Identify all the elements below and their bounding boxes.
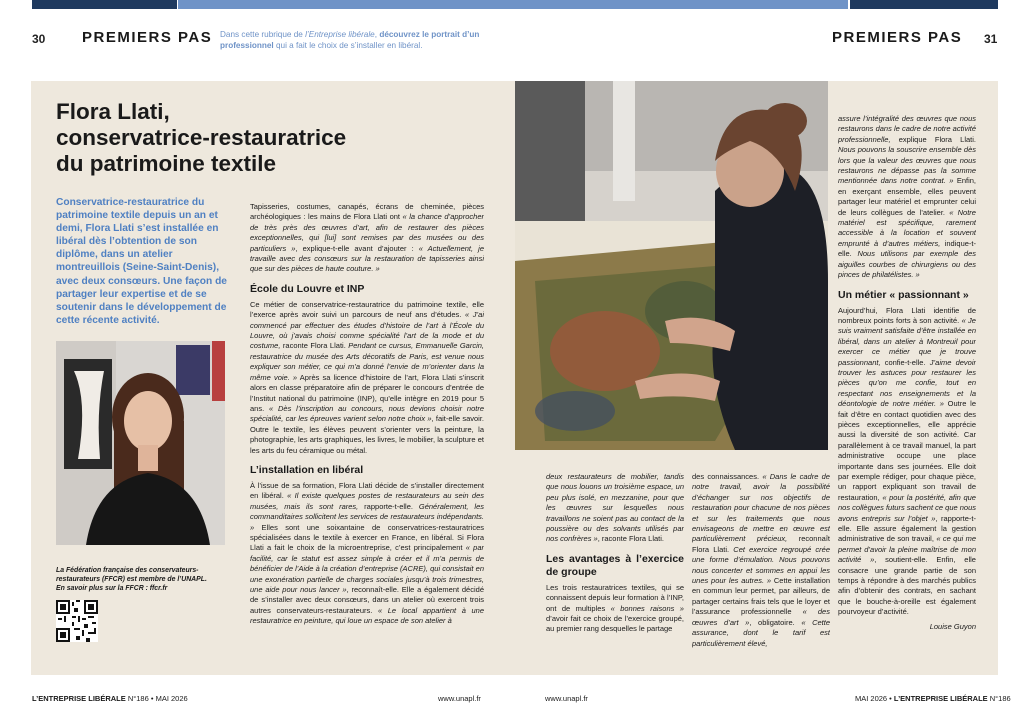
- footer-left-url[interactable]: www.unapl.fr: [438, 694, 481, 703]
- page-number-right: 31: [984, 32, 998, 46]
- top-bar-middle: [178, 0, 848, 9]
- ffcr-caption: La Fédération française des conservateurs-restaurateurs (FFCR) est membre de l’UNAPL. En savoir plus sur la FFCR : ffcr.fr: [56, 567, 207, 592]
- rubric-title-right: PREMIERS PAS: [832, 29, 963, 46]
- article-column-3: des connaissances. « Dans le cadre de notre travail, avoir la possibilité d’échanger sur nos objectifs de restauration pour chacune de nos pièces et sur les traitements que nous envisageons de mettre en œuvre est particulièrement précieux, reconnaît Flora Llati. Cet exercice regroupé crée une forme d’émulation. Nous pouvons nous concerter et sommes en appui les unes pour les autres. » Cette installation en commun leur permet, par ailleurs, de partager certains frais tels que le loyer et l’assurance professionnelle « des œuvres d’art », obligatoire. « Cette assurance, dont le tarif est particulièrement élevé,: [692, 472, 830, 648]
- subheading-ecole-du-louvre: École du Louvre et INP: [250, 282, 365, 295]
- footer-left-issue: L’ENTREPRISE LIBÉRALE N°186 • MAI 2026: [32, 694, 188, 703]
- footer-right-url[interactable]: www.unapl.fr: [545, 694, 588, 703]
- workshop-photo: [515, 81, 828, 450]
- portrait-photo: [56, 341, 225, 545]
- article-column-1: Tapisseries, costumes, canapés, écrans de cheminée, pièces archéologiques : les mains de Flora Llati ont « la chance d’approcher de très près des œuvres d’art, afin de restaurer des pièces exceptionnelles, qui [lui] sont remises par des musées ou des particuliers », explique-t-elle avant d’ajouter : « Actuellement, je travaille avec des consœurs sur la restauration de tapisseries ainsi que sur des pièces de haute couture. » École du Louvre et INP Ce métier de conservatrice-restauratrice du patrimoine textile, elle l’exerce après avoir suivi un parcours de neuf ans d’études. « J’ai commencé par effectuer des études d’histoire de l’art à l’École du Louvre, où j’avais choisi comme spécialité l’art de la mode et du costume, raconte Flora Llati. Pendant ce cursus, Emmanuelle Garcin, restauratrice du musée des Arts décoratifs de Paris, est venue nous expliquer son métier, ce qui m’a donné l’envie de m’orienter dans la même voie. » Après sa licence d’histoire de l’art, Flora Llati s’inscrit alors en classe préparatoire afin de préparer le concours d’entrée de l’Institut national du patrimoine (INP), qu’elle intègre en 2019 pour 5 ans. « Dès l’inscription au concours, nous devions choisir notre spécialité, car les épreuves varient selon notre choix », fait-elle savoir. Outre le textile, les élèves peuvent s’orienter vers la peinture, la photographie, les arts graphiques, les livres, le mobilier, la sculpture et les arts du feu céramique ou métal. L’installation en libéral À l’issue de sa formation, Flora Llati décide de s’installer directement en libéral. « Il existe quelques postes de restaurateurs au sein des musées, mais ils sont rares, rapporte-t-elle. Généralement, les commanditaires sollicitent les services de restaurateurs indépendants. » Elles sont une soixantaine de conservatrices-restauratrices spécialisées dans le textile à exercer en France, en libéral. Si Flora Llati a fait le choix de la microentreprise, c’est principalement « par facilité, car le statut est assez simple à créer et il m’a permis de bénéficier de l’Aide à la création d’entreprise (ACRE), qui consistait en une exonération partielle de charges sociales jusqu’à trois trimestres, une aide pour nous lancer », reconnaît-elle. Elle a également décidé de s’installer avec deux consœurs, dans un atelier où exercent trois autres conservateurs-restaurateurs. « Le local appartient à une restauratrice en peinture, qui loue un espace de son atelier à: [250, 202, 484, 626]
- author-signature: Louise Guyon: [929, 621, 976, 631]
- article-title: Flora Llati, conservatrice-restauratrice du patrimoine textile: [56, 99, 347, 176]
- top-bar-left: [32, 0, 177, 9]
- qr-code[interactable]: [56, 600, 98, 642]
- rubric-intro: Dans cette rubrique de l’Entreprise libérale, découvrez le portrait d’un professionnel qui a fait le choix de s’installer en libéral.: [220, 30, 480, 50]
- subheading-installation: L’installation en libéral: [250, 463, 364, 476]
- article-lede: Conservatrice-restauratrice du patrimoine textile depuis un an et demi, Flora Llati s’est installée en libéral dès l’obtention de son diplôme, dans un atelier montreuillois (Seine-Saint-Denis), avec deux consœurs. Une façon de partager leur expertise et de se soutenir dans le développement de cette récente activité.: [56, 197, 227, 326]
- subheading-avantages: Les avantages à l’exercice de groupe: [546, 552, 684, 578]
- footer-right-issue: MAI 2026 • L’ENTREPRISE LIBÉRALE N°186: [855, 694, 1011, 703]
- subheading-metier-passionnant: Un métier « passionnant »: [838, 288, 969, 301]
- article-column-4: assure l’intégralité des œuvres que nous restaurons dans le cadre de notre activité professionnelle, explique Flora Llati. Nous pouvons la souscrire ensemble dès lors que la valeur des œuvres que nous restaurons ne dépasse pas la somme mentionnée dans notre contrat. » Enfin, en exerçant ensemble, elles peuvent partager leur matériel et emprunter celui de leurs collègues de l’atelier. « Notre matériel est spécifique, rarement accessible à la location et souvent emprunté à d’autres métiers, indique-t-elle. Nous utilisons par exemple des aiguilles courbes de chirurgiens ou des pinces de philatélistes. » Un métier « passionnant » Aujourd’hui, Flora Llati identifie de nombreux points forts à son activité. « Je suis vraiment satisfaite d’être installée en libéral, dans un atelier à Montreuil pour exercer ce métier que je trouve passionnant, confie-t-elle. J’aime devoir trouver les astuces pour restaurer les pièces qu’on me confie, tout en respectant nos enseignements et la déontologie de notre métier. » Outre le fait d’être en contact quotidien avec des pièces exceptionnelles, elle apprécie aussi la diversité de son activité. Car parallèlement à ce travail manuel, la part administrative occupe une place importante dans ses journées. Elle doit par exemple rédiger, pour chaque pièce, un rapport expliquant son travail de restauration, « pour la postérité, afin que nos collègues futurs sachent ce que nous avons entrepris sur l’objet », rapporte-t-elle. Elle assure également la gestion administrative de son travail, « ce qui me permet d’avoir la pleine maîtrise de mon activité », soutient-elle. Enfin, elle consacre une grande partie de son temps à répondre à des marchés publics afin d’obtenir des contrats, en sachant que le bouche-à-oreille est également pourvoyeur d’activité. Louise Guyon: [838, 114, 976, 631]
- page-number-left: 30: [32, 32, 46, 46]
- rubric-title-left: PREMIERS PAS: [82, 29, 213, 46]
- article-column-2: deux restaurateurs de mobilier, tandis que nous louons un troisième espace, un peu plus isolé, en mezzanine, pour que les œuvres sur lesquelles nous travaillons ne soient pas au contact de la poussière ou des solvants utilisés par nos confrères », raconte Flora Llati. Les avantages à l’exercice de groupe Les trois restauratrices textiles, qui se connaissent depuis leur formation à l’INP, ont de multiples « bonnes raisons » d’avoir fait ce choix de l’exercice groupé, au premier rang desquelles le partage: [546, 472, 684, 634]
- top-bar-right: [850, 0, 998, 9]
